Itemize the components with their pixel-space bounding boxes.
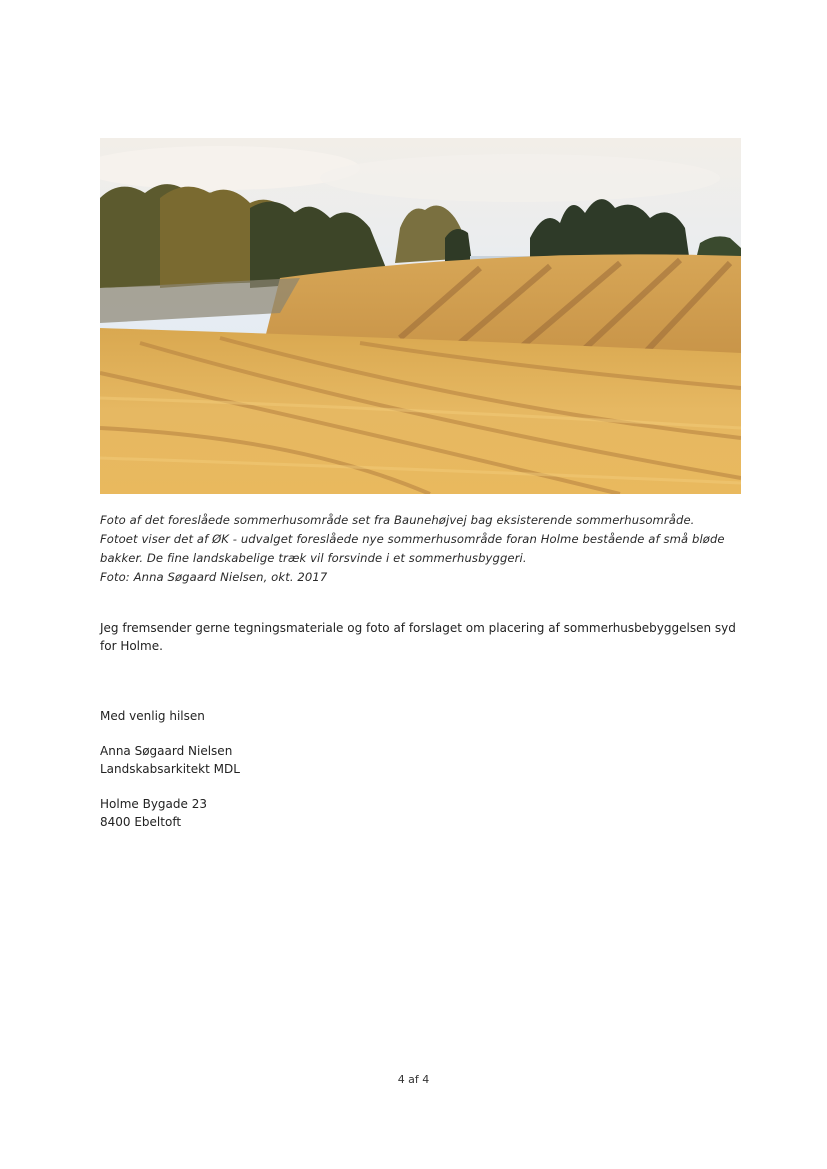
sender-name: Anna Søgaard Nielsen [100, 744, 233, 758]
paragraph-line: Jeg fremsender gerne tegningsmateriale og foto af forslaget om placering af sommerhusbebyggelsen syd [100, 621, 736, 635]
signature-block [100, 742, 240, 778]
field-photo-illustration [100, 138, 741, 494]
caption-line: Foto af det foreslåede sommerhusområde set fra Baunehøjvej bag eksisterende sommerhusområde. [100, 513, 695, 527]
body-paragraph [100, 619, 750, 655]
sender-title: Landskabsarkitekt MDL [100, 762, 240, 776]
address-block [100, 795, 207, 831]
landscape-photo [100, 138, 741, 494]
photo-caption [100, 511, 750, 587]
greeting-text: Med venlig hilsen [100, 709, 205, 723]
caption-line: Foto: Anna Søgaard Nielsen, okt. 2017 [100, 570, 328, 584]
address-city: 8400 Ebeltoft [100, 815, 182, 829]
caption-line: bakker. De fine landskabelige træk vil forsvinde i et sommerhusbyggeri. [100, 551, 527, 565]
closing-greeting [100, 707, 205, 725]
page-number: 4 af 4 [397, 1073, 430, 1086]
paragraph-line: for Holme. [100, 639, 163, 653]
caption-line: Fotoet viser det af ØK - udvalget foreslåede nye sommerhusområde foran Holme bestående af små bløde [100, 532, 725, 546]
address-street: Holme Bygade 23 [100, 797, 207, 811]
